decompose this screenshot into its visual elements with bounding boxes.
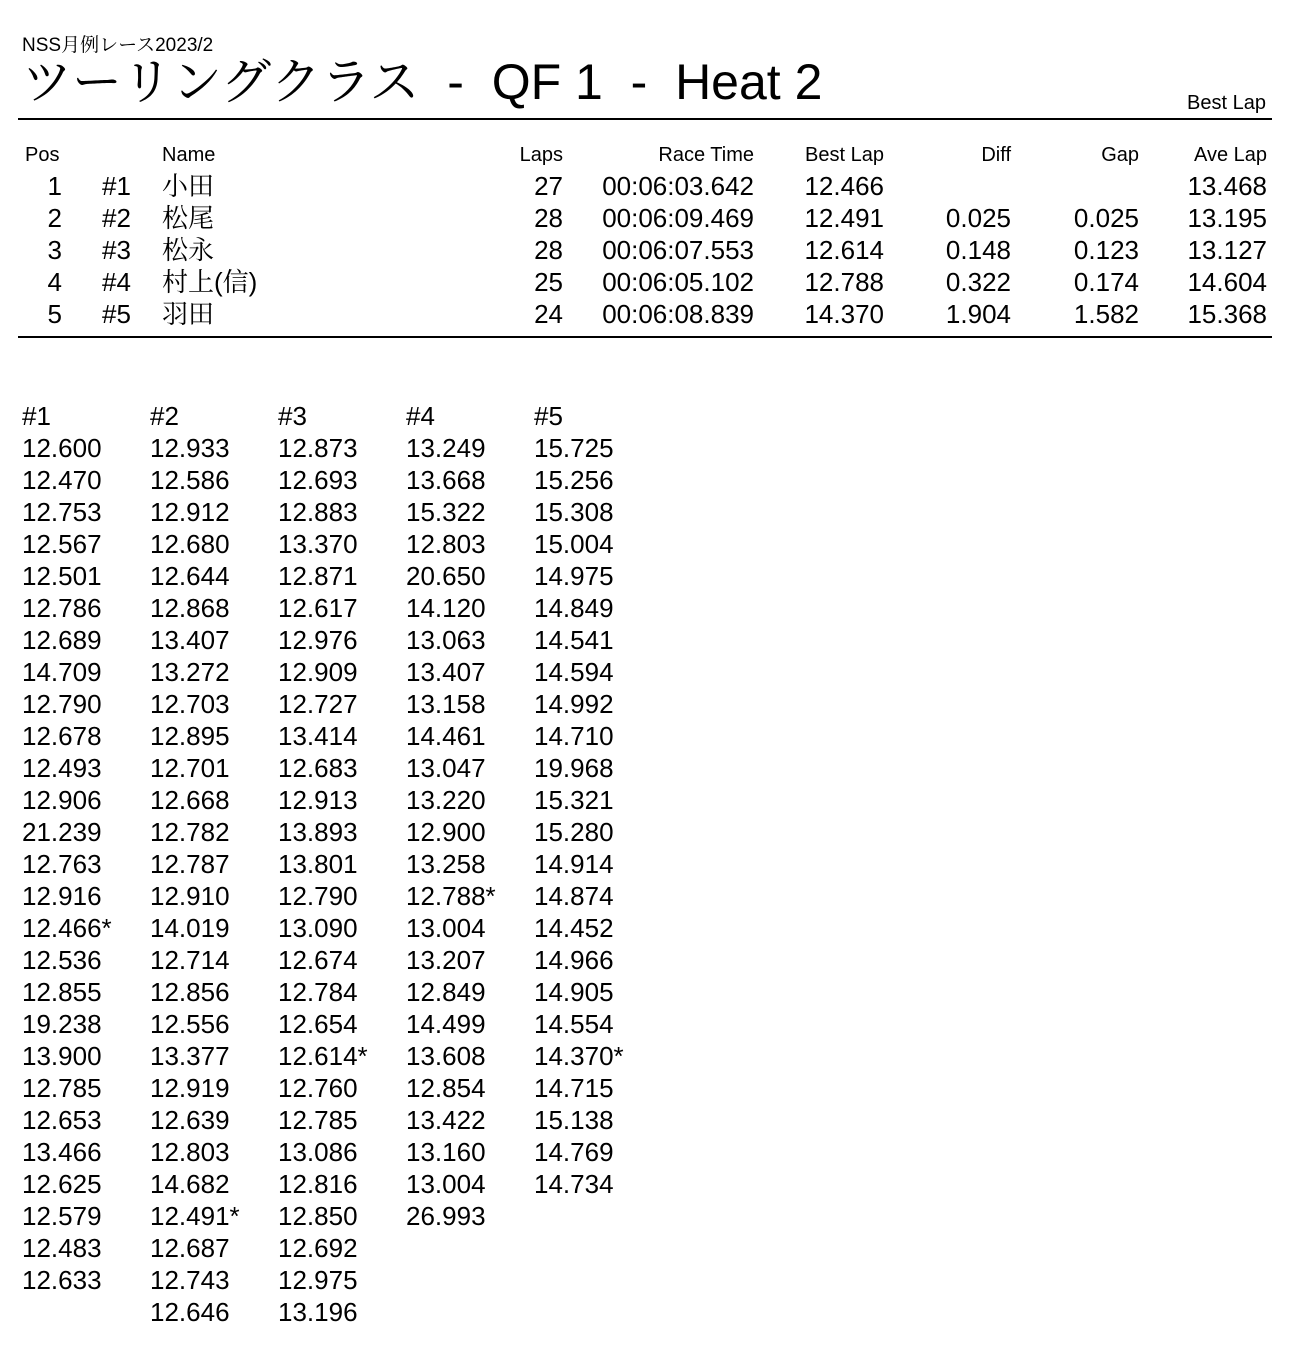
lap-time: 15.321 <box>534 785 614 815</box>
lap-time: 13.377 <box>150 1041 230 1071</box>
result-gap: 0.174 <box>1073 267 1139 297</box>
col-header-best-lap: Best Lap <box>805 144 884 166</box>
lap-time: 13.196 <box>278 1297 358 1327</box>
lap-time: 15.280 <box>534 817 614 847</box>
lap-time: 12.491* <box>150 1201 240 1231</box>
lap-time: 13.668 <box>406 465 486 495</box>
lap-time: 12.976 <box>278 625 358 655</box>
result-car-number: #1 <box>102 171 131 201</box>
result-ave-lap: 13.195 <box>1187 203 1267 233</box>
lap-time: 12.900 <box>406 817 486 847</box>
lap-time: 12.975 <box>278 1265 358 1295</box>
lap-time: 12.883 <box>278 497 358 527</box>
lap-column-header: #2 <box>150 401 179 431</box>
lap-time: 14.734 <box>534 1169 614 1199</box>
lap-time: 12.693 <box>278 465 358 495</box>
lap-time: 12.556 <box>150 1009 230 1039</box>
lap-time: 12.646 <box>150 1297 230 1327</box>
result-ave-lap: 14.604 <box>1187 267 1267 297</box>
lap-time: 15.256 <box>534 465 614 495</box>
lap-time: 12.786 <box>22 593 102 623</box>
lap-time: 12.790 <box>22 689 102 719</box>
lap-time: 12.701 <box>150 753 230 783</box>
lap-time: 12.871 <box>278 561 358 591</box>
lap-time: 12.680 <box>150 529 230 559</box>
lap-time: 12.692 <box>278 1233 358 1263</box>
lap-time: 12.856 <box>150 977 230 1007</box>
lap-time: 12.906 <box>22 785 102 815</box>
lap-time: 12.743 <box>150 1265 230 1295</box>
lap-time: 12.470 <box>22 465 102 495</box>
result-ave-lap: 15.368 <box>1187 299 1267 329</box>
lap-time: 13.900 <box>22 1041 102 1071</box>
lap-time: 12.760 <box>278 1073 358 1103</box>
lap-time: 14.120 <box>406 593 486 623</box>
lap-time: 12.753 <box>22 497 102 527</box>
result-gap: 0.025 <box>1073 203 1139 233</box>
result-ave-lap: 13.127 <box>1187 235 1267 265</box>
lap-time: 14.452 <box>534 913 614 943</box>
lap-time: 12.849 <box>406 977 486 1007</box>
lap-time: 12.639 <box>150 1105 230 1135</box>
lap-time: 13.220 <box>406 785 486 815</box>
lap-time: 13.466 <box>22 1137 102 1167</box>
result-race-time: 00:06:03.642 <box>602 171 754 201</box>
lap-time: 12.683 <box>278 753 358 783</box>
lap-time: 13.801 <box>278 849 358 879</box>
lap-time: 14.499 <box>406 1009 486 1039</box>
lap-time: 14.905 <box>534 977 614 1007</box>
lap-time: 12.586 <box>150 465 230 495</box>
lap-time: 14.709 <box>22 657 102 687</box>
lap-time: 13.414 <box>278 721 358 751</box>
result-row <box>0 266 1302 298</box>
result-driver-name: 松永 <box>162 235 215 265</box>
result-driver-name: 小田 <box>162 171 215 201</box>
lap-time: 12.703 <box>150 689 230 719</box>
lap-time: 20.650 <box>406 561 486 591</box>
lap-time: 12.536 <box>22 945 102 975</box>
lap-time: 14.992 <box>534 689 614 719</box>
lap-time: 12.763 <box>22 849 102 879</box>
lap-time: 12.466* <box>22 913 112 943</box>
result-laps: 28 <box>534 235 563 265</box>
lap-time: 14.769 <box>534 1137 614 1167</box>
lap-time: 12.782 <box>150 817 230 847</box>
result-laps: 28 <box>534 203 563 233</box>
lap-time: 14.019 <box>150 913 230 943</box>
lap-column <box>406 400 534 1232</box>
lap-time: 14.594 <box>534 657 614 687</box>
result-best-lap: 12.491 <box>804 203 884 233</box>
result-row <box>0 298 1302 330</box>
lap-time: 12.579 <box>22 1201 102 1231</box>
lap-time: 12.678 <box>22 721 102 751</box>
lap-time: 12.919 <box>150 1073 230 1103</box>
lap-time: 14.966 <box>534 945 614 975</box>
col-header-race-time: Race Time <box>658 144 754 166</box>
result-laps: 27 <box>534 171 563 201</box>
lap-column-header: #5 <box>534 401 563 431</box>
lap-time: 13.160 <box>406 1137 486 1167</box>
lap-time: 13.090 <box>278 913 358 943</box>
result-driver-name: 村上(信) <box>162 267 258 297</box>
lap-column-header: #4 <box>406 401 435 431</box>
lap-time: 13.249 <box>406 433 486 463</box>
col-header-laps: Laps <box>519 144 563 166</box>
lap-time: 14.975 <box>534 561 614 591</box>
lap-time: 15.138 <box>534 1105 614 1135</box>
lap-time: 13.272 <box>150 657 230 687</box>
lap-time: 12.913 <box>278 785 358 815</box>
lap-time: 13.063 <box>406 625 486 655</box>
bottom-divider <box>18 336 1272 338</box>
result-diff: 0.148 <box>945 235 1011 265</box>
result-race-time: 00:06:08.839 <box>602 299 754 329</box>
lap-time: 12.933 <box>150 433 230 463</box>
lap-time: 12.689 <box>22 625 102 655</box>
col-header-ave-lap: Ave Lap <box>1193 144 1267 166</box>
lap-time: 13.893 <box>278 817 358 847</box>
lap-time: 12.850 <box>278 1201 358 1231</box>
lap-time: 12.787 <box>150 849 230 879</box>
report-type-label: Best Lap <box>1187 92 1266 114</box>
lap-time: 14.554 <box>534 1009 614 1039</box>
lap-time: 12.803 <box>406 529 486 559</box>
lap-time: 15.725 <box>534 433 614 463</box>
lap-column-header: #3 <box>278 401 307 431</box>
lap-time: 12.910 <box>150 881 230 911</box>
col-header-pos: Pos <box>25 144 60 166</box>
result-car-number: #2 <box>102 203 131 233</box>
lap-time: 26.993 <box>406 1201 486 1231</box>
lap-time: 13.407 <box>406 657 486 687</box>
result-driver-name: 羽田 <box>162 299 215 329</box>
lap-time: 12.912 <box>150 497 230 527</box>
result-laps: 24 <box>534 299 563 329</box>
lap-time: 15.308 <box>534 497 614 527</box>
page-title: ツーリングクラス - QF 1 - Heat 2 <box>22 54 823 110</box>
col-header-gap: Gap <box>1101 144 1139 166</box>
lap-time: 12.644 <box>150 561 230 591</box>
result-diff: 0.322 <box>945 267 1011 297</box>
lap-time: 15.004 <box>534 529 614 559</box>
lap-time: 12.617 <box>278 593 358 623</box>
lap-time: 13.608 <box>406 1041 486 1071</box>
result-gap: 0.123 <box>1073 235 1139 265</box>
lap-time: 12.654 <box>278 1009 358 1039</box>
lap-time: 12.916 <box>22 881 102 911</box>
lap-time: 14.461 <box>406 721 486 751</box>
lap-time: 13.407 <box>150 625 230 655</box>
col-header-name: Name <box>162 144 216 166</box>
result-race-time: 00:06:07.553 <box>602 235 754 265</box>
lap-time: 12.873 <box>278 433 358 463</box>
top-divider <box>18 118 1272 120</box>
lap-time: 12.727 <box>278 689 358 719</box>
lap-time: 13.004 <box>406 913 486 943</box>
results-header-row <box>0 144 1302 170</box>
results-table <box>0 144 1302 330</box>
lap-time: 13.207 <box>406 945 486 975</box>
result-diff: 1.904 <box>945 299 1011 329</box>
lap-time: 13.004 <box>406 1169 486 1199</box>
col-header-diff: Diff <box>981 144 1011 166</box>
lap-time: 12.653 <box>22 1105 102 1135</box>
result-gap: 1.582 <box>1073 299 1139 329</box>
lap-time: 14.715 <box>534 1073 614 1103</box>
lap-time: 14.541 <box>534 625 614 655</box>
lap-time: 12.909 <box>278 657 358 687</box>
lap-time: 13.258 <box>406 849 486 879</box>
lap-column <box>22 400 150 1296</box>
lap-time: 12.785 <box>22 1073 102 1103</box>
lap-time: 12.790 <box>278 881 358 911</box>
lap-time: 12.501 <box>22 561 102 591</box>
lap-time: 12.784 <box>278 977 358 1007</box>
lap-time: 12.483 <box>22 1233 102 1263</box>
result-best-lap: 12.788 <box>804 267 884 297</box>
lap-time: 12.785 <box>278 1105 358 1135</box>
lap-time: 13.370 <box>278 529 358 559</box>
lap-time: 12.803 <box>150 1137 230 1167</box>
lap-time: 12.788* <box>406 881 496 911</box>
lap-column <box>534 400 662 1200</box>
result-ave-lap: 13.468 <box>1187 171 1267 201</box>
lap-time: 12.600 <box>22 433 102 463</box>
result-laps: 25 <box>534 267 563 297</box>
lap-time: 12.687 <box>150 1233 230 1263</box>
lap-time: 19.238 <box>22 1009 102 1039</box>
lap-time: 12.567 <box>22 529 102 559</box>
lap-time: 13.047 <box>406 753 486 783</box>
result-pos: 5 <box>47 299 62 329</box>
result-car-number: #3 <box>102 235 131 265</box>
result-pos: 2 <box>47 203 62 233</box>
lap-time: 13.158 <box>406 689 486 719</box>
lap-time: 12.625 <box>22 1169 102 1199</box>
result-row <box>0 234 1302 266</box>
result-best-lap: 12.466 <box>804 171 884 201</box>
lap-time: 12.895 <box>150 721 230 751</box>
result-pos: 3 <box>47 235 62 265</box>
lap-time: 14.370* <box>534 1041 624 1071</box>
lap-time: 12.674 <box>278 945 358 975</box>
lap-time: 14.682 <box>150 1169 230 1199</box>
result-car-number: #5 <box>102 299 131 329</box>
lap-time: 12.855 <box>22 977 102 1007</box>
lap-time: 13.422 <box>406 1105 486 1135</box>
result-race-time: 00:06:05.102 <box>602 267 754 297</box>
lap-time: 14.874 <box>534 881 614 911</box>
lap-time: 12.633 <box>22 1265 102 1295</box>
lap-time: 19.968 <box>534 753 614 783</box>
lap-time: 12.854 <box>406 1073 486 1103</box>
lap-time: 12.868 <box>150 593 230 623</box>
result-pos: 1 <box>47 171 62 201</box>
result-pos: 4 <box>47 267 62 297</box>
result-car-number: #4 <box>102 267 131 297</box>
result-diff: 0.025 <box>945 203 1011 233</box>
lap-time: 12.614* <box>278 1041 368 1071</box>
lap-time: 12.493 <box>22 753 102 783</box>
lap-time: 21.239 <box>22 817 102 847</box>
lap-time: 12.816 <box>278 1169 358 1199</box>
lap-time: 14.710 <box>534 721 614 751</box>
result-best-lap: 14.370 <box>804 299 884 329</box>
lap-time: 14.849 <box>534 593 614 623</box>
lap-time: 14.914 <box>534 849 614 879</box>
lap-column <box>278 400 406 1328</box>
lap-time: 12.668 <box>150 785 230 815</box>
result-row <box>0 202 1302 234</box>
result-race-time: 00:06:09.469 <box>602 203 754 233</box>
result-driver-name: 松尾 <box>162 203 215 233</box>
lap-time: 12.714 <box>150 945 230 975</box>
lap-time: 13.086 <box>278 1137 358 1167</box>
lap-time: 15.322 <box>406 497 486 527</box>
event-subtitle: NSS月例レース2023/2 <box>22 35 214 56</box>
lap-column <box>150 400 278 1328</box>
result-best-lap: 12.614 <box>804 235 884 265</box>
lap-column-header: #1 <box>22 401 51 431</box>
result-row <box>0 170 1302 202</box>
